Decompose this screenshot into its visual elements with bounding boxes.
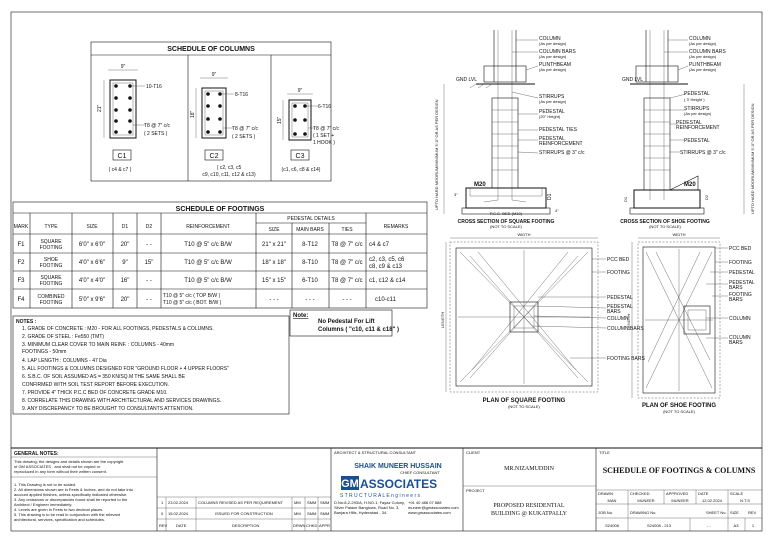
- columns-schedule-c1-ties-label: T8 @ 7" c/c: [144, 123, 171, 129]
- section-shoe-column-label: COLUMN: [689, 36, 711, 42]
- section-square-plinth-label: PLINTHBEAM: [539, 62, 571, 68]
- consultant-addr1-label: D.No:8-2-293/A, H.NO.1, Fayaz Colony,: [334, 500, 405, 505]
- title-block-h-drawn-label: DRAWN: [598, 491, 613, 496]
- section-square-pcc-label: P.C.C. BED (M10): [489, 211, 523, 216]
- general-notes-items-3-label: 3. Any omissions or discrepancies found shall be reported to the: [14, 497, 128, 502]
- footings-schedule-headers-d2-label: D2: [145, 224, 153, 230]
- plan-square-title-label: PLAN OF SQUARE FOOTING: [482, 398, 566, 404]
- title-block-h-scale-label: SCALE: [730, 491, 744, 496]
- revisions-h-a-label: DRWN: [293, 523, 306, 528]
- plan-shoe-pedestal-label: PEDESTAL: [729, 270, 755, 276]
- footings-schedule-rows-1-reinf-label: T10 @ 5" c/c B/W: [184, 260, 232, 266]
- footings-schedule-rows-0-mark-label: F1: [17, 242, 25, 248]
- footings-schedule-rows-0-type1-label: SQUARE: [40, 239, 62, 245]
- footings-schedule-rows-2-pties-label: T8 @ 7" c/c: [331, 278, 363, 284]
- footings-schedule-rows-2-mark-label: F3: [17, 278, 25, 284]
- general-design-notes: [13, 316, 289, 414]
- notes-items-10-label: 9. ANY DISCREPANCY TO BE BROUGHT TO CONSULTANTS ATTENTION.: [22, 406, 194, 412]
- footings-schedule-rows-1-d1-label: 9": [122, 260, 128, 266]
- consultant-label-label: ARCHITECT & STRUCTURAL CONSULTANT: [334, 450, 417, 455]
- title-block-h-rev-label: REV: [748, 510, 757, 515]
- columns-schedule-c2-sets-label: ( 2 SETS ): [232, 134, 256, 140]
- footings-schedule-rows-0-remarks-label: c4 & c7: [369, 242, 390, 248]
- footings-schedule-rows-3-type2-label: FOOTING: [39, 300, 63, 306]
- drawing-title: SCHEDULE OF FOOTINGS & COLUMNS: [602, 466, 756, 475]
- section-shoe-colbars-s-label: (As per design): [689, 54, 717, 59]
- general-notes-items-5-label: 4. Levels are given in Feets to two decimal places.: [14, 507, 104, 512]
- section-shoe-stirrups-s-label: (As per design): [684, 111, 712, 116]
- section-square-colbars-s-label: (As per design): [539, 54, 567, 59]
- revisions-h-b-label: CHKD: [306, 523, 318, 528]
- section-square-plinth-s-label: (As per design): [539, 67, 567, 72]
- section-shoe-pedestal-s-label: ( 3' Height ): [684, 97, 705, 102]
- consultant-web-label: www.gmassociates.com: [408, 510, 451, 515]
- plan-square-pcc-label: PCC BED: [607, 257, 630, 263]
- copyright-notes: [11, 451, 157, 522]
- footings-schedule-rows-2-psize-label: 15" x 15": [262, 278, 286, 284]
- section-square-ped-reinf2-label: REINFORCEMENT: [539, 141, 583, 147]
- columns-schedule-c2-bars-label: 8-T16: [235, 92, 249, 98]
- section-shoe-plinth-s-label: (As per design): [689, 67, 717, 72]
- section-shoe-stirrups2-label: STIRRUPS @ 3" c/c: [680, 150, 726, 156]
- footings-schedule-rows-2-type1-label: SQUARE: [40, 275, 62, 281]
- title-block-checked-label: MUNEER: [637, 498, 655, 503]
- title-block-job-label: S24008: [605, 523, 619, 528]
- notes-items-0-label: 1. GRADE OF CONCRETE : M20 - FOR ALL FOOTINGS, PEDESTALS & COLUMNS.: [22, 326, 214, 332]
- section-square-gnd-label: GND LVL: [456, 77, 478, 83]
- title-block-h-sheet-label: SHEET No.: [706, 510, 727, 515]
- title-block-dwg-label: S24008 - 213: [646, 523, 672, 528]
- section-square-dim4-label: 4": [555, 208, 559, 213]
- note-line1-label: No Pedestal For Lift: [318, 319, 375, 325]
- logo-associates: ASSOCIATES: [360, 477, 438, 491]
- revisions-h-rev-label: REV: [159, 523, 168, 528]
- section-square-side-label: UPTO HARD MOORUM/MINIMUM 5'-0" OR AS PER DESIGN: [434, 99, 439, 210]
- plan-shoe-ped-bars2-label: BARS: [729, 285, 743, 291]
- footings-schedule-rows-1-d2-label: 15": [144, 260, 154, 266]
- project-label-label: PROJECT: [466, 488, 485, 493]
- plan-shoe-column-label: COLUMN: [729, 316, 751, 322]
- general-notes-title-label: GENERAL NOTES:: [14, 451, 59, 457]
- footings-schedule-rows-3-pbars-label: - - -: [305, 297, 315, 303]
- columns-schedule-c2-list2-label: c9, c10, c11, c12 & c13): [202, 172, 256, 178]
- footings-schedule-rows-3-size-label: 5'0" x 9'6": [78, 297, 106, 303]
- section-shoe-ped-reinf1-label: PEDESTAL: [676, 120, 702, 126]
- title-block: [596, 450, 762, 531]
- plan-square-column-label: COLUMN: [607, 316, 629, 322]
- notes-items-8-label: 7. PROVIDE 4" THICK P.C.C BED OF CONCRETE GRADE M10.: [22, 390, 168, 396]
- footings-schedule-rows-3-mark-label: F4: [17, 297, 25, 303]
- column-c2-detail: [190, 72, 259, 178]
- plan-shoe-col-bars2-label: BARS: [729, 340, 743, 346]
- columns-schedule-c3-dim-w-label: 9": [297, 88, 303, 94]
- plan-square-width-label: WIDTH: [517, 232, 531, 237]
- footings-schedule-rows-0-d2-label: - -: [146, 242, 152, 248]
- revisions-rows-0-desc-label: COLUMNS REVISED AS PER REQUIREMENT: [198, 500, 283, 505]
- footing-row-f2: [17, 257, 405, 270]
- title-block-label-label: TITLE: [599, 450, 610, 455]
- footings-schedule: [13, 202, 427, 308]
- general-notes-items-7-label: architectural, services, specification and schedules.: [14, 517, 105, 522]
- plan-square-footing-label: FOOTING: [607, 270, 630, 276]
- footing-row-f3: [17, 275, 406, 287]
- footings-schedule-rows-1-pties-label: T8 @ 7" c/c: [331, 260, 363, 266]
- footings-schedule-title: SCHEDULE OF FOOTINGS: [175, 206, 265, 213]
- section-shoe-side-label: UPTO HARD MOORUM/MINIMUM 5'-0" OR AS PER DESIGN: [750, 103, 755, 214]
- title-block-h-dwg-label: DRAWING No.: [630, 510, 657, 515]
- footings-schedule-rows-1-psize-label: 18" x 18": [262, 260, 286, 266]
- client-label-label: CLIENT: [466, 450, 481, 455]
- footings-schedule-rows-1-remarks-label: c2, c3, c5, c6: [369, 257, 405, 263]
- title-block-h-size-label: SIZE: [730, 510, 739, 515]
- footings-schedule-rows-3-d2-label: - -: [146, 297, 152, 303]
- section-shoe-nts-label: (NOT TO SCALE): [649, 224, 681, 229]
- general-notes-p1-label: This drawing, the designs and details shown are the copyright: [14, 459, 124, 464]
- columns-schedule-c1-sets-label: ( 2 SETS ): [144, 131, 168, 137]
- revisions-h-c-label: APPR: [319, 523, 330, 528]
- section-square-m20-label: M20: [474, 182, 486, 188]
- revisions-rows-0-rev-label: 1: [161, 500, 164, 505]
- logo-gm: GM: [341, 478, 359, 490]
- footings-schedule-headers-size-label: SIZE: [86, 224, 98, 230]
- section-shoe-plinth-label: PLINTHBEAM: [689, 62, 721, 68]
- revisions-rows-1-c-label: SMM: [320, 511, 330, 516]
- footings-schedule-headers-pbars-label: MAIN BARS: [296, 227, 324, 233]
- consultant-addr2-label: Silver Palace Banglows, Road No. 3,: [334, 505, 400, 510]
- section-square-pedestal-s-label: (20" Height): [539, 114, 561, 119]
- section-shoe-column-s-label: (As per design): [689, 41, 717, 46]
- section-square-stirrups-s-label: (As per design): [539, 99, 567, 104]
- section-square-ped-ties-label: PEDESTAL TIES: [539, 127, 577, 133]
- plan-square-ped-bars-label: PEDESTAL: [607, 304, 633, 310]
- columns-schedule-c3-list-label: (c1, c6, c8 & c14): [281, 167, 321, 173]
- notes-items-1-label: 2. GRADE OF STEEL : Fe550 (TMT): [22, 334, 105, 340]
- consultant-em-label: muneer@gmassociates.com: [408, 505, 459, 510]
- section-shoe-title-label: CROSS SECTION OF SHOE FOOTING: [620, 219, 710, 225]
- footings-schedule-rows-0-pties-label: T8 @ 7" c/c: [331, 242, 363, 248]
- section-square-ped-reinf1-label: PEDESTAL: [539, 136, 565, 142]
- column-c1-mark: C1: [117, 153, 127, 160]
- revision-table: [157, 497, 331, 531]
- footings-schedule-rows-3-pties-label: - - -: [342, 297, 352, 303]
- plan-square-col-bars-label: COLUMN BARS: [607, 326, 644, 332]
- footings-schedule-rows-2-type2-label: FOOTING: [39, 281, 63, 287]
- plan-shoe-nts-label: (NOT TO SCALE): [663, 409, 695, 414]
- footings-schedule-rows-0-reinf-label: T10 @ 5" c/c B/W: [184, 242, 232, 248]
- plan-square-foot-bars-label: FOOTING BARS: [607, 356, 645, 362]
- notes-items-9-label: 8. CORRELATE THIS DRAWING WITH ARCHITECTURAL AND SERVICES DRAWINGS.: [22, 398, 222, 404]
- title-block-drawn-label: MAN: [607, 498, 617, 503]
- plan-shoe-col-bars-label: COLUMN: [729, 335, 751, 341]
- columns-schedule-c2-ties-label: T8 @ 7" c/c: [232, 126, 259, 132]
- columns-schedule-c3-ties-label: T8 @ 7" c/c: [313, 126, 340, 132]
- footings-schedule-rows-1-size-label: 4'0" x 6'6": [78, 260, 106, 266]
- footings-schedule-headers-mark-label: MARK: [13, 224, 29, 230]
- plan-square-ped-bars2-label: BARS: [607, 309, 621, 315]
- columns-schedule-c1-dim-w-label: 9": [120, 64, 126, 70]
- columns-schedule-c3-sets2-label: 1 HOOK ): [313, 140, 335, 146]
- columns-schedule-c1-bars-label: 10-T16: [146, 84, 162, 90]
- cross-section-shoe-footing: [620, 30, 755, 229]
- section-shoe-m20-label: M20: [684, 182, 696, 188]
- footings-schedule-rows-1-remarks2-label: c8, c9 & c13: [369, 264, 403, 270]
- section-square-column-s-label: (As per design): [539, 41, 567, 46]
- section-shoe-stirrups-label: STIRRUPS: [684, 106, 710, 112]
- columns-schedule-c2-list1-label: ( c2, c3, c5: [216, 165, 242, 171]
- section-square-column-label: COLUMN: [539, 36, 561, 42]
- section-square-stirrups2-label: STIRRUPS @ 3" c/c: [539, 150, 585, 156]
- project-line2-label: BUILDING @ KUKATPALLY: [490, 511, 568, 517]
- footings-schedule-rows-3-psize-label: - - -: [269, 297, 279, 303]
- pedestal-note: [290, 310, 399, 336]
- footings-schedule-rows-3-d1-label: 20": [120, 297, 130, 303]
- columns-schedule-c2-dim-w-label: 9": [211, 72, 217, 78]
- plan-square-footing: [440, 232, 645, 409]
- revisions-rows-0-c-label: SMM: [320, 500, 330, 505]
- title-block-h-job-label: JOB No.: [598, 510, 614, 515]
- title-block-h-date-label: DATE: [698, 491, 709, 496]
- footings-schedule-rows-3-reinf-label: T10 @ 5" c/c ( TOP B/W ): [163, 293, 221, 299]
- title-block-size-label: A3: [733, 523, 739, 528]
- plan-shoe-ped-bars-label: PEDESTAL: [729, 280, 755, 286]
- consultant-ph1-label: +91 40 488 07 888: [408, 500, 442, 505]
- notes-items-2-label: 3. MINIMUM CLEAR COVER TO MAIN REINF. : COLUMNS - 40mm: [22, 342, 175, 348]
- consultant-sub-label: S T R U C T U R A L E n g i n e e r s: [340, 493, 421, 499]
- notes-items-4-label: 4. LAP LENGTH : COLUMNS - 47 Dia: [22, 358, 107, 364]
- columns-schedule-c1-list-label: ( c4 & c7 ): [108, 167, 132, 173]
- column-c3-detail: [277, 88, 340, 173]
- footings-schedule-rows-2-reinf-label: T10 @ 5" c/c B/W: [184, 278, 232, 284]
- footings-schedule-rows-1-type1-label: SHOE: [43, 257, 59, 263]
- plan-shoe-foot-bars2-label: BARS: [729, 297, 743, 303]
- plan-shoe-title-label: PLAN OF SHOE FOOTING: [641, 403, 717, 409]
- revisions-rows-1-desc-label: ISSUED FOR CONSTRUCTION: [215, 511, 273, 516]
- footings-schedule-headers-type-label: TYPE: [44, 224, 58, 230]
- columns-schedule-c3-bars-label: 6-T16: [318, 104, 332, 110]
- plan-square-length-label: LENGTH: [440, 311, 445, 328]
- footings-schedule-headers-ped-label: PEDESTAL DETAILS: [287, 216, 335, 222]
- column-c1-detail: [97, 64, 171, 173]
- footings-schedule-rows-1-type2-label: FOOTING: [39, 263, 63, 269]
- footings-schedule-rows-3-type1-label: COMBINED: [37, 294, 65, 300]
- client-project-block: [463, 450, 596, 517]
- section-shoe-d2-label: D2: [704, 194, 709, 200]
- general-notes-items-1-label: 2. All dimensions shown are in Feets & Inches, and do not take into: [14, 487, 133, 492]
- footings-schedule-rows-0-d1-label: 20": [120, 242, 130, 248]
- footings-schedule-rows-2-pbars-label: 6-T10: [302, 278, 318, 284]
- consultant-name-label: SHAIK MUNEER HUSSAIN: [354, 463, 442, 470]
- footings-schedule-rows-2-d2-label: - -: [146, 278, 152, 284]
- section-shoe-pedestal2-label: PEDESTAL: [684, 138, 710, 144]
- title-block-sheet-label: - -: [707, 523, 711, 528]
- general-notes-items-0-label: 1. This Drawing is not to be scaled.: [14, 482, 77, 487]
- title-block-scale-label: N.T.S: [740, 498, 750, 503]
- title-block-date-label: 12.02.2024: [701, 498, 723, 503]
- section-shoe-colbars-label: COLUMN BARS: [689, 49, 726, 55]
- footings-schedule-rows-0-pbars-label: 8-T12: [302, 242, 318, 248]
- section-shoe-gnd-label: GND LVL: [622, 77, 644, 83]
- project-line1-label: PROPOSED RESIDENTIAL: [493, 503, 565, 509]
- title-block-rev-label: 1: [751, 523, 755, 528]
- revisions-rows-1-b-label: SMM: [307, 511, 317, 516]
- revisions-rows-1-date-label: 15.02.2024: [168, 511, 189, 516]
- revisions-rows-0-date-label: 23.02.2024: [168, 500, 189, 505]
- footings-schedule-rows-0-psize-label: 21" x 21": [262, 242, 286, 248]
- section-shoe-ped-reinf2-label: REINFORCEMENT: [676, 125, 720, 131]
- plan-shoe-footing: [626, 232, 755, 414]
- plan-shoe-pcc-label: PCC BED: [729, 246, 752, 252]
- plan-shoe-foot-bars-label: FOOTING: [729, 292, 752, 298]
- cross-section-square-footing: [434, 30, 585, 229]
- section-square-pedestal-label: PEDESTAL: [539, 109, 565, 115]
- revisions-rows-1-rev-label: 0: [161, 511, 164, 516]
- plan-square-pedestal-label: PEDESTAL: [607, 295, 633, 301]
- consultant-addr3-label: Banjara Hills, Hyderabad - 34.: [334, 510, 388, 515]
- footings-schedule-headers-pties-label: TIES: [341, 227, 353, 233]
- footings-schedule-rows-1-mark-label: F2: [17, 260, 25, 266]
- general-notes-p2-label: of GM ASSOCIATES . and shall not be copied or: [14, 464, 101, 469]
- columns-schedule: [91, 42, 340, 181]
- title-block-h-checked-label: CHECKED: [630, 491, 650, 496]
- section-square-colbars-label: COLUMN BARS: [539, 49, 576, 55]
- footings-schedule-rows-0-type2-label: FOOTING: [39, 245, 63, 251]
- footings-schedule-headers-d1-label: D1: [121, 224, 129, 230]
- plan-shoe-footing-label: FOOTING: [729, 260, 752, 266]
- note-label-label: Note:: [293, 313, 309, 319]
- columns-schedule-c2-dim-d-label: 18": [190, 110, 196, 118]
- footings-schedule-rows-0-size-label: 6'0" x 6'0": [78, 242, 106, 248]
- footings-schedule-rows-2-size-label: 4'0" x 4'0": [78, 278, 106, 284]
- client-name-label: MR.NIZAMUDDIN: [504, 466, 554, 472]
- section-square-title-label: CROSS SECTION OF SQUARE FOOTING: [457, 219, 555, 225]
- notes-items-6-label: 6. S.B.C. OF SOIL ASSUMED AS = 350 KN/SQ.M THE SAME SHALL BE: [22, 374, 186, 380]
- footings-schedule-headers-remarks-label: REMARKS: [383, 224, 409, 230]
- notes-items-7-label: CONFIRMED WITH SOIL TEST REPORT BEFORE EXECUTION.: [22, 382, 169, 388]
- general-notes-items-4-label: Architect / Engineer immediately.: [14, 502, 73, 507]
- section-shoe-pedestal-label: PEDESTAL: [684, 91, 710, 97]
- footings-schedule-headers-reinf-label: REINFORCEMENT: [186, 224, 230, 230]
- section-shoe-d1-label: D1: [623, 196, 628, 202]
- revisions-rows-1-a-label: MM: [294, 511, 301, 516]
- footings-schedule-rows-2-remarks-label: c1, c12 & c14: [369, 278, 406, 284]
- section-square-d1-label: D1: [547, 193, 553, 200]
- title-block-h-approved-label: APPROVED: [666, 491, 689, 496]
- note-line2-label: Columns ( "c10, c11 & c18" ): [318, 327, 400, 333]
- footings-schedule-rows-2-d1-label: 16": [120, 278, 130, 284]
- footings-schedule-rows-3-reinf2-label: T10 @ 5" c/c ( BOT. B/W ): [163, 300, 222, 306]
- notes-items-3-label: FOOTINGS - 50mm: [22, 349, 67, 355]
- section-square-stirrups-label: STIRRUPS: [539, 94, 565, 100]
- section-square-nts-label: (NOT TO SCALE): [490, 224, 522, 229]
- general-notes-items-6-label: 5. This drawing is to be read in conjunction with the relevant: [14, 512, 120, 517]
- plan-shoe-width-label: WIDTH: [672, 232, 686, 237]
- revisions-rows-0-a-label: MM: [294, 500, 301, 505]
- general-notes-p3-label: reproduced in any form without their written consent.: [14, 469, 107, 474]
- notes-title-label: NOTES :: [16, 319, 37, 325]
- title-block-approved-label: MUNEER: [671, 498, 689, 503]
- plan-square-nts-label: (NOT TO SCALE): [508, 404, 540, 409]
- revisions-h-desc-label: DESCRIPTION: [232, 523, 260, 528]
- column-c3-mark: C3: [295, 153, 305, 160]
- footings-schedule-rows-3-remarks-label: c10-c11: [375, 297, 396, 303]
- revisions-rows-0-b-label: SMM: [307, 500, 317, 505]
- columns-schedule-title: SCHEDULE OF COLUMNS: [167, 46, 255, 53]
- footing-row-f4: [17, 293, 396, 306]
- consultant-block: [334, 450, 459, 515]
- columns-schedule-c3-sets-label: ( 1 SET +: [313, 133, 335, 139]
- columns-schedule-c1-dim-d-label: 21": [97, 104, 103, 112]
- footing-row-f1: [17, 239, 389, 251]
- footings-schedule-headers-psize-label: SIZE: [268, 227, 280, 233]
- columns-schedule-c3-dim-d-label: 15": [277, 116, 283, 124]
- general-notes-items-2-label: account applied finishes, unless specifically indicated otherwise.: [14, 492, 128, 497]
- section-square-dim3-label: 3": [454, 192, 458, 197]
- notes-items-5-label: 5. ALL FOOTINGS & COLUMNS DESIGNED FOR "GROUND FLOOR + 4 UPPER FLOORS": [22, 366, 229, 372]
- consultant-role-label: CHIEF CONSULTANT: [400, 470, 440, 475]
- revisions-h-date-label: DATE: [176, 523, 187, 528]
- footings-schedule-rows-1-pbars-label: 8-T10: [302, 260, 318, 266]
- column-c2-mark: C2: [209, 153, 219, 160]
- plan-shoe-length-label: LENGTH: [626, 313, 631, 330]
